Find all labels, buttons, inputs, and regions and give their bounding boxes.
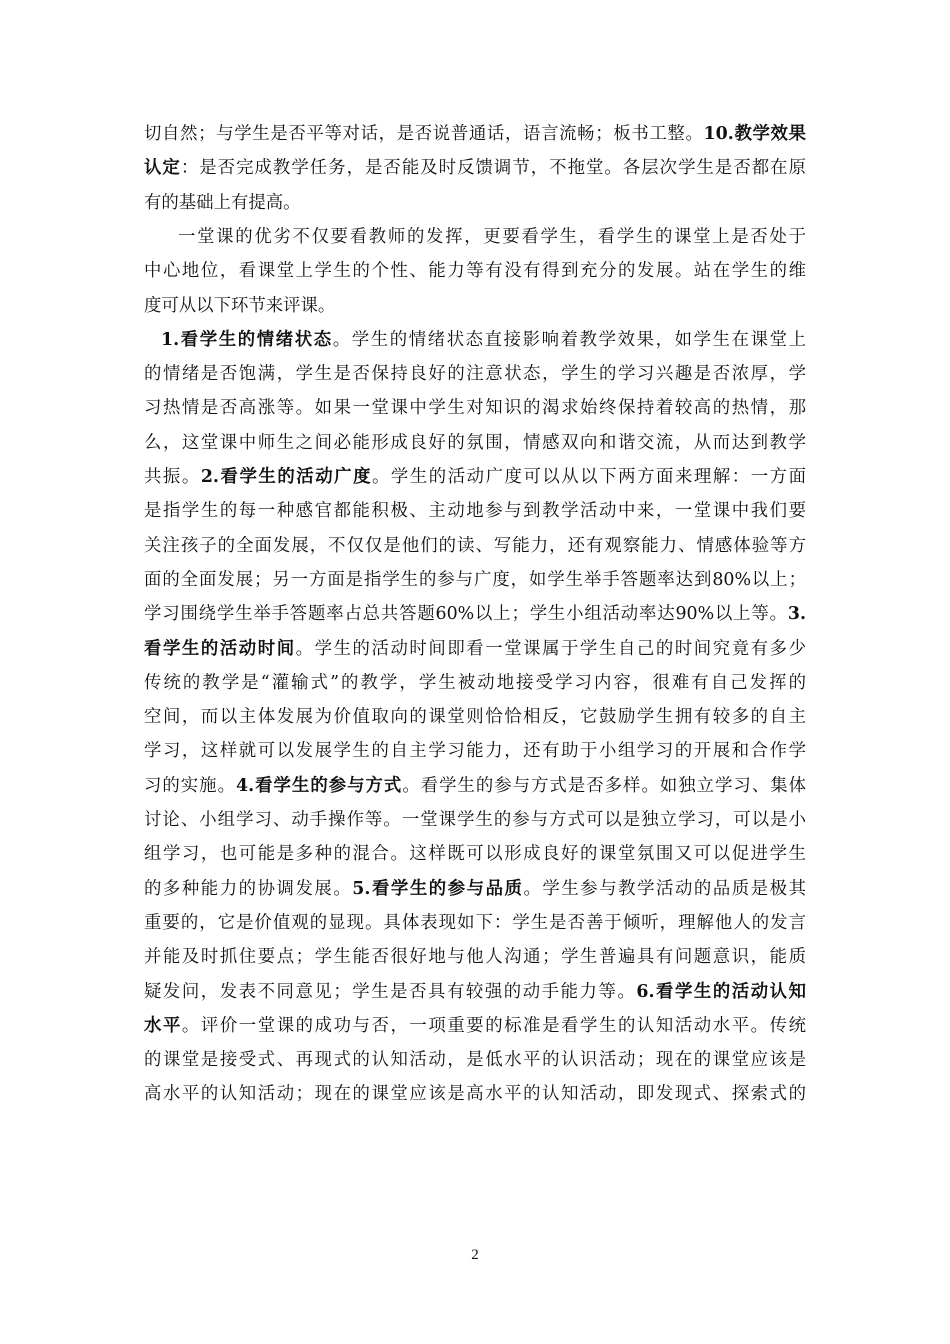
- text-segment: 习的实施。: [144, 775, 236, 796]
- text-segment: 的课堂是接受式、再现式的认知活动，是低水平的认识活动；现在的课堂应该是: [144, 1050, 806, 1071]
- text-segment: 度可从以下环节来评课。: [144, 295, 336, 316]
- text-line: [144, 151, 806, 185]
- text-segment: 切自然；与学生是否平等对话，是否说普通话，语言流畅；板书工整。: [144, 124, 704, 144]
- text-line: [144, 426, 806, 460]
- bold-heading-text: 3.: [787, 604, 806, 625]
- text-segment: 。学生的情绪状态直接影响着教学效果，如学生在课堂上: [332, 329, 806, 350]
- text-line: [144, 700, 806, 734]
- text-line: [144, 117, 806, 151]
- text-line: [144, 837, 806, 871]
- text-segment: 讨论、小组学习、动手操作等。一堂课学生的参与方式可以是独立学习，可以是小: [144, 810, 806, 830]
- text-line: [161, 323, 806, 357]
- text-line: [144, 1077, 806, 1111]
- text-segment: 么，这堂课中师生之间必能形成良好的氛围，情感双向和谐交流，从而达到教学: [144, 432, 806, 453]
- bold-heading-text: 5.看学生的参与品质: [352, 878, 524, 899]
- bold-heading-text: 4.看学生的参与方式: [235, 775, 403, 796]
- text-segment: 。看学生的参与方式是否多样。如独立学习、集体: [402, 775, 806, 796]
- text-segment: ：是否完成教学任务，是否能及时反馈调节，不拖堂。各层次学生是否都在原: [180, 158, 806, 179]
- text-line: [144, 940, 806, 974]
- text-segment: 共振。: [144, 467, 201, 487]
- text-line: [144, 460, 806, 494]
- text-segment: 高水平的认知活动；现在的课堂应该是高水平的认知活动，即发现式、探索式的: [144, 1084, 806, 1105]
- text-segment: 有的基础上有提高。: [144, 192, 301, 213]
- text-segment: 。评价一堂课的成功与否，一项重要的标准是看学生的认知活动水平。传统: [181, 1015, 806, 1036]
- text-line: [144, 529, 806, 563]
- text-line: [144, 563, 806, 597]
- text-segment: 中心地位，看课堂上学生的个性、能力等有没有得到充分的发展。站在学生的维: [144, 261, 806, 282]
- text-line: [144, 597, 806, 631]
- text-line: [144, 666, 806, 700]
- page-number: 2: [471, 1247, 479, 1263]
- text-segment: 是指学生的每一种感官都能积极、主动地参与到教学活动中来，一堂课中我们要: [144, 501, 806, 522]
- text-segment: 。学生参与教学活动的品质是极其: [523, 878, 806, 899]
- text-segment: 学习围绕学生举手答题率占总共答题60%以上；学生小组活动率达90%以上等。: [144, 604, 788, 625]
- text-segment: 并能及时抓住要点；学生能否很好地与他人沟通；学生普遍具有问题意识，能质: [144, 947, 806, 968]
- text-line: [144, 357, 806, 391]
- text-line: [144, 254, 806, 288]
- text-line: [144, 872, 806, 906]
- bold-heading-text: 看学生的活动时间: [144, 638, 296, 659]
- text-segment: 习热情是否高涨等。如果一堂课中学生对知识的渴求始终保持着较高的热情，那: [144, 398, 806, 419]
- text-line: [144, 186, 806, 220]
- text-line: [144, 391, 806, 425]
- text-line: [144, 975, 806, 1009]
- bold-heading-text: 10.教学效果: [703, 124, 806, 144]
- text-segment: 传统的教学是“灌输式”的教学，学生被动地接受学习内容，很难有自己发挥的: [144, 672, 806, 693]
- text-line: [144, 632, 806, 666]
- text-segment: 重要的，它是价值观的显现。具体表现如下：学生是否善于倾听，理解他人的发言: [144, 912, 806, 933]
- bold-heading-text: 6.看学生的活动认知: [636, 981, 806, 1002]
- text-segment: 的多种能力的协调发展。: [144, 878, 353, 899]
- bold-heading-text: 2.看学生的活动广度: [200, 467, 372, 487]
- text-segment: 空间，而以主体发展为价值取向的课堂则恰恰相反，它鼓励学生拥有较多的自主: [144, 707, 806, 728]
- bold-heading-text: 水平: [144, 1015, 182, 1036]
- text-line: [144, 803, 806, 837]
- text-line: [144, 769, 806, 803]
- text-line: [144, 494, 806, 528]
- text-segment: 学习，这样就可以发展学生的自主学习能力，还有助于小组学习的开展和合作学: [144, 741, 806, 762]
- text-line: [178, 220, 806, 254]
- text-segment: 组学习，也可能是多种的混合。这样既可以形成良好的课堂氛围又可以促进学生: [144, 844, 806, 865]
- text-line: [144, 906, 806, 940]
- text-line: [144, 289, 806, 323]
- bold-heading-text: 认定: [144, 158, 181, 179]
- text-segment: 。学生的活动广度可以从以下两方面来理解：一方面: [372, 467, 806, 487]
- bold-heading-text: 1.看学生的情绪状态: [161, 329, 333, 350]
- text-line: [144, 1009, 806, 1043]
- text-segment: 关注孩子的全面发展，不仅仅是他们的读、写能力，还有观察能力、情感体验等方: [144, 535, 806, 556]
- text-line: [144, 1043, 806, 1077]
- text-segment: 。学生的活动时间即看一堂课属于学生自己的时间究竟有多少: [295, 638, 806, 659]
- text-segment: 的情绪是否饱满，学生是否保持良好的注意状态，学生的学习兴趣是否浓厚，学: [144, 364, 806, 385]
- text-line: [144, 734, 806, 768]
- text-segment: 疑发问，发表不同意见；学生是否具有较强的动手能力等。: [144, 981, 637, 1002]
- text-segment: 面的全面发展；另一方面是指学生的参与广度，如学生举手答题率达到80%以上；: [144, 569, 806, 590]
- text-segment: 一堂课的优劣不仅要看教师的发挥，更要看学生，看学生的课堂上是否处于: [178, 226, 806, 247]
